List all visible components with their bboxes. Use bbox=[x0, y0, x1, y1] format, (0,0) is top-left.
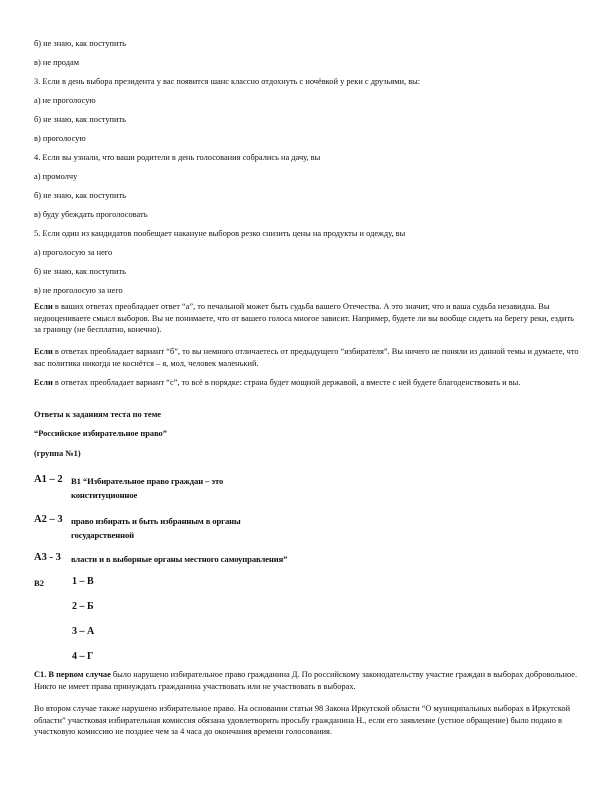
result-text: в ваших ответах преобладает ответ “а”, то печальной может быть судьба вашего Отечества. А это значит, что и ваша судьба незавидна. Вы недооцениваете смысл выборов. Вы не понимаете, что от вашего голоса многое зависит. Например, будете ли вы вообще сидеть на берегу реки, ездить за границу (не бесплатно, конечно). bbox=[34, 302, 574, 335]
result-paragraph bbox=[34, 301, 582, 336]
option-line: б) не знаю, как поступить bbox=[34, 115, 126, 124]
answers-heading: Ответы к заданиям теста по теме bbox=[34, 410, 161, 419]
option-line: а) проголосую за него bbox=[34, 248, 113, 257]
option-line: а) промолчу bbox=[34, 172, 78, 181]
result-lead: Если bbox=[34, 378, 53, 387]
option-line: а) не проголосую bbox=[34, 96, 96, 105]
b2-item: 1 – В bbox=[72, 576, 94, 587]
answers-heading-topic: “Российское избирательное право” bbox=[34, 429, 167, 438]
option-line: б) не знаю, как поступить bbox=[34, 267, 126, 276]
answer-text-line: государственной bbox=[71, 530, 135, 540]
answer-label: А1 – 2 bbox=[34, 474, 63, 485]
c2-paragraph: Во втором случае также нарушено избирательное право. На основании статьи 98 Закона Иркутской области “О муниципальных выборах в Иркутской области” участковая избирательная комиссия обязана удовлетворить просьбу гражданина Н., если его заявление (устное обращение) было подано в участковую комиссию не позднее чем за 4 часа до окончания времени голосования. bbox=[34, 704, 571, 737]
result-text: в ответах преобладает вариант “с”, то всё в порядке: страна будет мощной державой, а вместе с ней будете благоденствовать и вы. bbox=[52, 378, 521, 387]
answer-label: А2 – 3 bbox=[34, 514, 63, 525]
question-line: 4. Если вы узнали, что ваши родители в день голосования собрались на дачу, вы bbox=[34, 153, 321, 162]
question-line: 5. Если один из кандидатов пообещает накануне выборов резко снизить цены на продукты и одежду, вы bbox=[34, 229, 406, 238]
answer-text-line: конституционное bbox=[71, 490, 138, 500]
option-line: в) не продам bbox=[34, 58, 80, 67]
answer-text bbox=[71, 552, 287, 566]
option-line: в) проголосую bbox=[34, 134, 86, 143]
answer-label: А3 - 3 bbox=[34, 552, 61, 563]
c1-lead: С1. В первом случае bbox=[34, 670, 111, 679]
b2-item: 4 – Г bbox=[72, 651, 94, 662]
b2-label: В2 bbox=[34, 578, 45, 588]
answer-text-line: право избирать и быть избранным в органы bbox=[71, 516, 241, 526]
result-text: в ответах преобладает вариант “б”, то вы немного отличаетесь от предыдущего “избирателя”. Вы ничего не поняли из данной темы и думаете, что вас политика никогда не коснётся – я, мол, человек маленький. bbox=[34, 347, 579, 368]
answer-text-line: власти и в выборные органы местного самоуправления” bbox=[71, 554, 288, 564]
answer-text-line: В1 “Избирательное право граждан – это bbox=[71, 476, 224, 486]
b2-item: 3 – А bbox=[72, 626, 95, 637]
option-line: в) буду убеждать проголосовать bbox=[34, 210, 148, 219]
result-paragraph bbox=[34, 346, 582, 369]
option-line: б) не знаю, как поступить bbox=[34, 191, 126, 200]
result-paragraph bbox=[34, 377, 582, 389]
c1-text: было нарушено избирательное право гражданина Д. По российскому законодательству участие граждан в выборах добровольное. Никто не имеет права принуждать гражданина участвовать или не участвовать в выборах. bbox=[34, 670, 578, 691]
c1-paragraph bbox=[34, 669, 582, 692]
result-lead: Если bbox=[34, 347, 53, 356]
result-lead: Если bbox=[34, 302, 53, 311]
question-line: 3. Если в день выбора президента у вас появится шанс классно отдохнуть с ночёвкой у реки с друзьями, вы: bbox=[34, 77, 421, 86]
b2-item: 2 – Б bbox=[72, 601, 94, 612]
answers-heading-group: (группа №1) bbox=[34, 449, 81, 458]
answer-text bbox=[71, 474, 223, 502]
option-line: в) не проголосую за него bbox=[34, 286, 123, 295]
option-line: б) не знаю, как поступить bbox=[34, 39, 126, 48]
answer-text bbox=[71, 514, 241, 542]
